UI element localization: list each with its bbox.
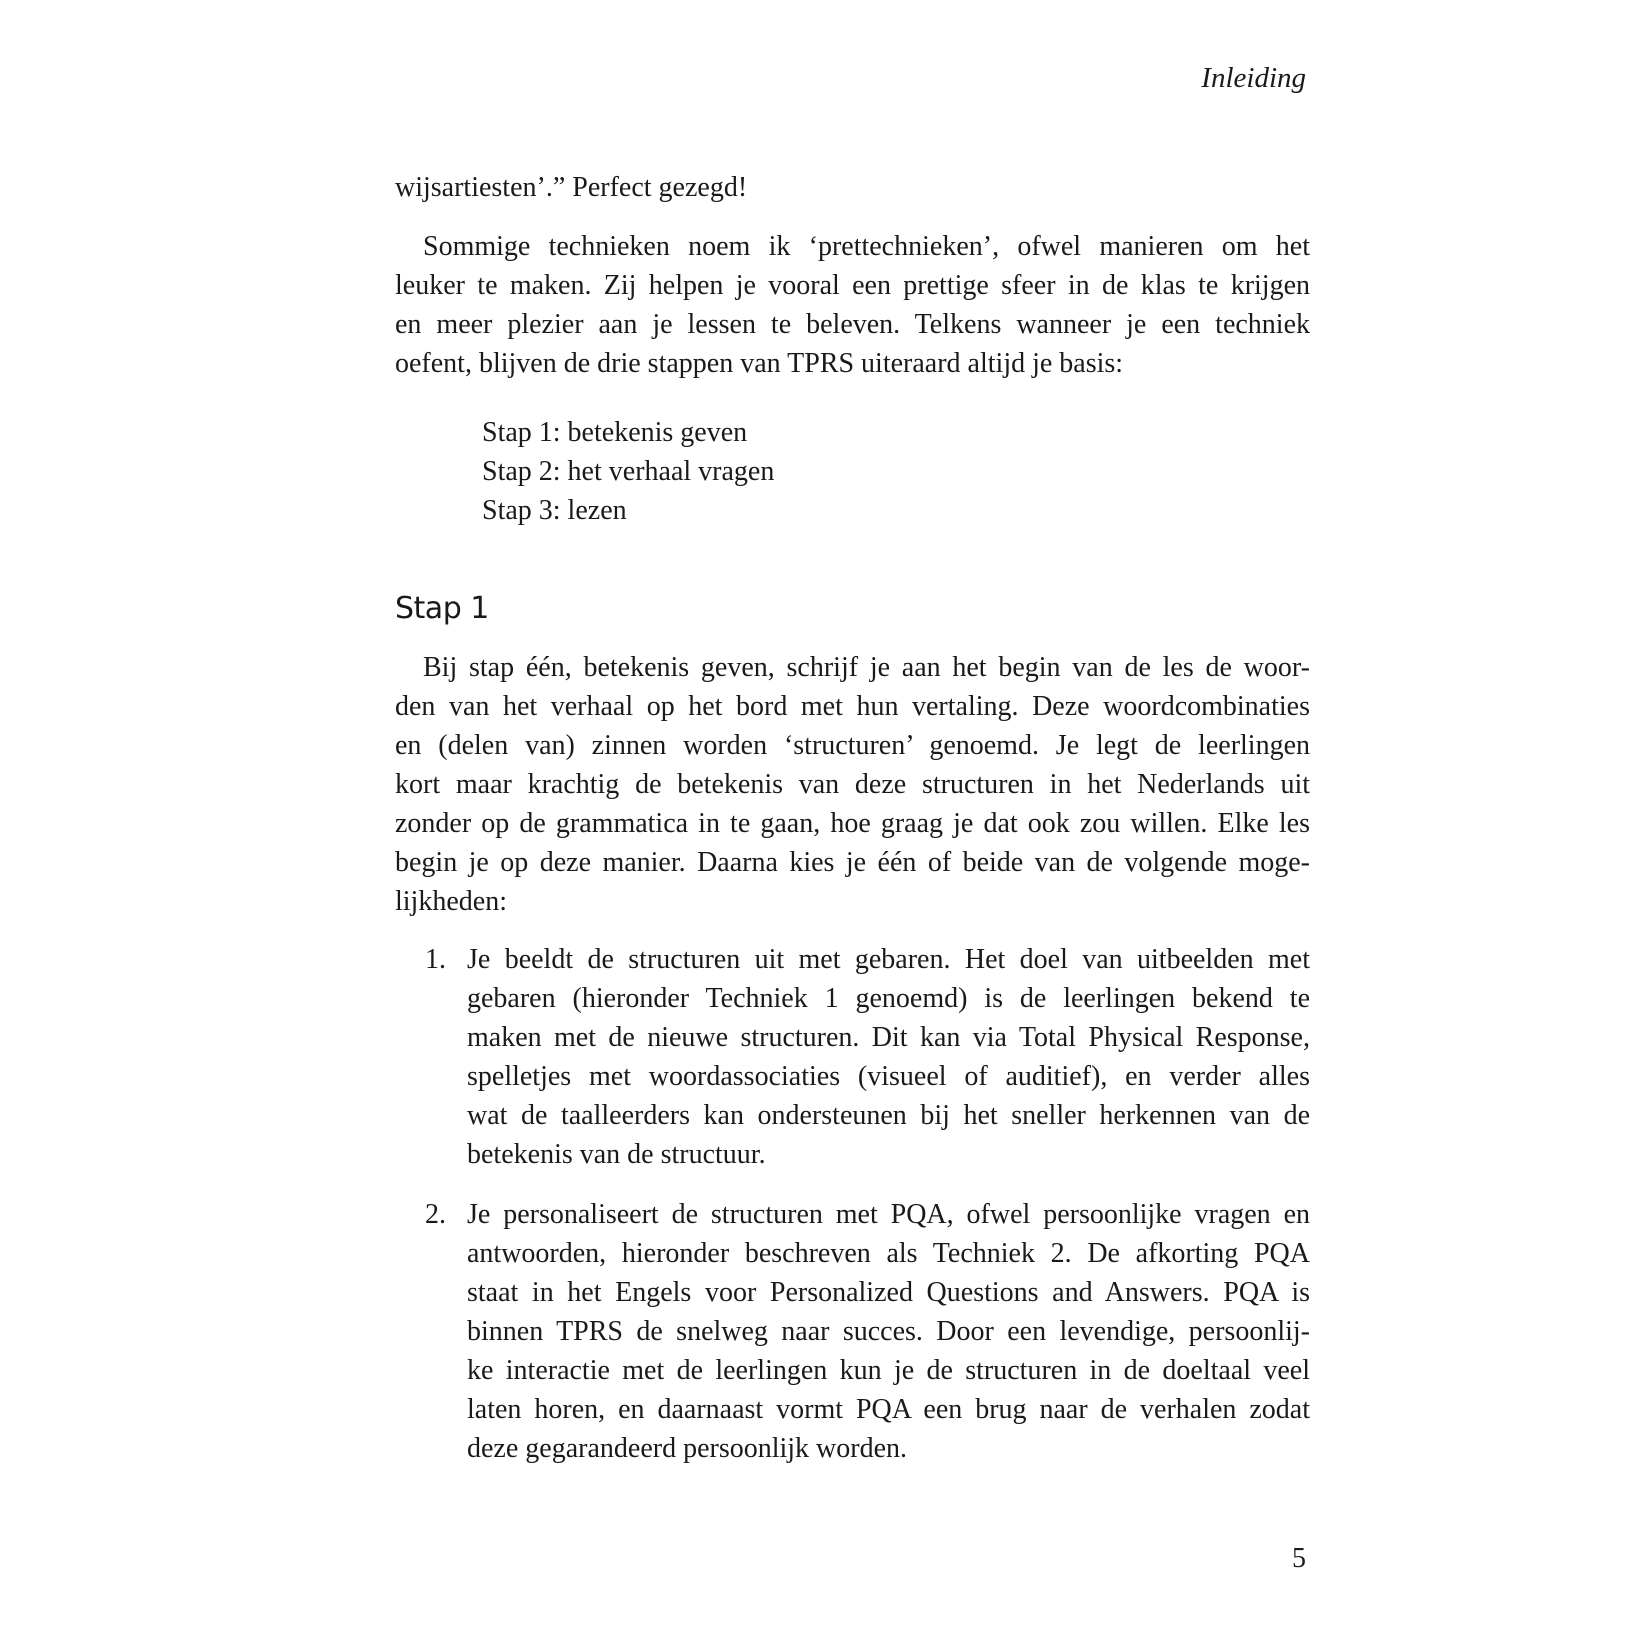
text-line: Je beeldt de structuren uit met gebaren. Het doel van uitbeelden met: [467, 944, 1310, 975]
running-header: Inleiding: [1201, 62, 1306, 94]
text-line: den van het verhaal op het bord met hun vertaling. Deze woordcombinaties: [395, 691, 1310, 722]
text-line: begin je op deze manier. Daarna kies je één of beide van de volgende moge-: [395, 847, 1310, 878]
text-line: spelletjes met woordassociaties (visueel of auditief), en verder alles: [467, 1061, 1310, 1092]
step-list-item: Stap 3: lezen: [482, 495, 627, 526]
text-line: Je personaliseert de structuren met PQA, ofwel persoonlijke vragen en: [467, 1199, 1310, 1230]
text-line: wijsartiesten’.” Perfect gezegd!: [395, 172, 748, 203]
text-line: antwoorden, hieronder beschreven als Techniek 2. De afkorting PQA: [467, 1238, 1310, 1269]
text-line: staat in het Engels voor Personalized Questions and Answers. PQA is: [467, 1277, 1310, 1308]
list-number: 2.: [425, 1199, 446, 1230]
continuation-text: [395, 168, 1310, 207]
step-list-item: Stap 1: betekenis geven: [482, 417, 748, 448]
text-line: wat de taalleerders kan ondersteunen bij het sneller herkennen van de: [467, 1100, 1310, 1131]
intro-paragraph: [395, 227, 1310, 383]
text-line: oefent, blijven de drie stappen van TPRS uiteraard altijd je basis:: [395, 348, 1124, 379]
list-number: 1.: [425, 944, 446, 975]
text-line: binnen TPRS de snelweg naar succes. Door een levendige, persoonlij-: [467, 1316, 1310, 1347]
text-line: laten horen, en daarnaast vormt PQA een brug naar de verhalen zodat: [467, 1394, 1310, 1425]
section-heading: Stap 1: [395, 591, 489, 626]
section-paragraph: [395, 648, 1310, 921]
text-line: Sommige technieken noem ik ‘prettechnieken’, ofwel manieren om het: [423, 231, 1310, 262]
text-line: betekenis van de structuur.: [467, 1139, 766, 1170]
text-line: gebaren (hieronder Techniek 1 genoemd) is de leerlingen bekend te: [467, 983, 1310, 1014]
page-number: 5: [1292, 1543, 1306, 1574]
text-line: leuker te maken. Zij helpen je vooral een prettige sfeer in de klas te krijgen: [395, 270, 1310, 301]
text-line: deze gegarandeerd persoonlijk worden.: [467, 1433, 908, 1464]
text-line: lijkheden:: [395, 886, 507, 917]
text-line: en meer plezier aan je lessen te beleven. Telkens wanneer je een techniek: [395, 309, 1310, 340]
text-line: en (delen van) zinnen worden ‘structuren’ genoemd. Je legt de leerlingen: [395, 730, 1310, 761]
text-line: ke interactie met de leerlingen kun je de structuren in de doeltaal veel: [467, 1355, 1310, 1386]
text-line: Bij stap één, betekenis geven, schrijf je aan het begin van de les de woor-: [423, 652, 1310, 683]
text-line: zonder op de grammatica in te gaan, hoe graag je dat ook zou willen. Elke les: [395, 808, 1310, 839]
step-list-item: Stap 2: het verhaal vragen: [482, 456, 775, 487]
list-item-text: [467, 940, 1310, 1174]
list-item-text: [467, 1195, 1310, 1468]
text-line: maken met de nieuwe structuren. Dit kan via Total Physical Response,: [467, 1022, 1310, 1053]
text-line: kort maar krachtig de betekenis van deze structuren in het Nederlands uit: [395, 769, 1310, 800]
